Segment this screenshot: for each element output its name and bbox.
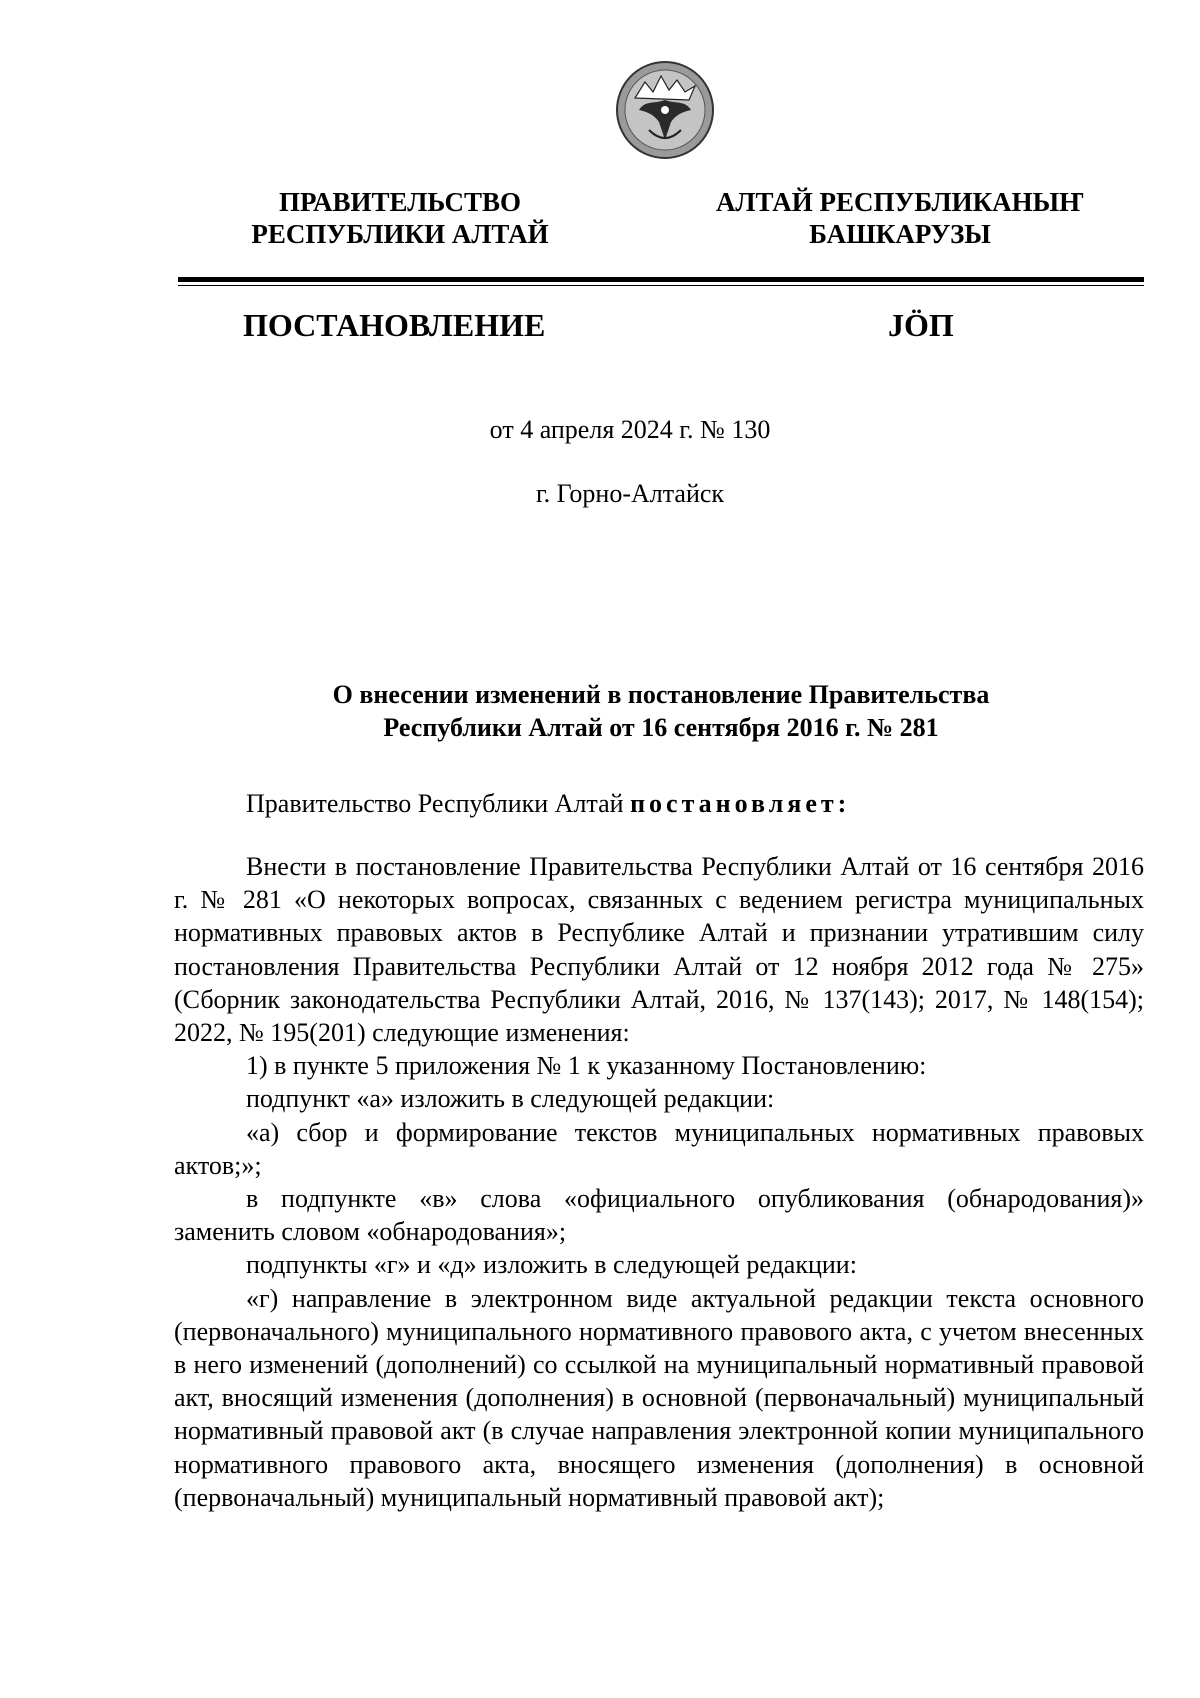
org-name-ru-line1: ПРАВИТЕЛЬСТВО [278, 187, 522, 217]
body-paragraph: «а) сбор и формирование текстов муниципальных нормативных правовых актов;»; [174, 1117, 1144, 1180]
body-paragraph: подпункты «г» и «д» изложить в следующей редакции: [246, 1250, 857, 1280]
document-title-line2: Республики Алтай от 16 сентября 2016 г. № 281 [383, 713, 939, 742]
decree-lead: Правительство Республики Алтай [246, 789, 631, 818]
doc-type-altai: JÖП [888, 307, 954, 343]
org-name-alt-line1: АЛТАЙ РЕСПУБЛИКАНЫҤ [715, 187, 1085, 217]
document-title-line1: О внесении изменений в постановление Правительства [332, 680, 990, 709]
body-paragraph: 1) в пункте 5 приложения № 1 к указанному Постановлению: [246, 1051, 927, 1081]
header-divider-thin [178, 285, 1144, 286]
body-paragraph: «г) направление в электронном виде актуальной редакции текста основного (первоначального) муниципального нормативного правового акта, с учетом внесенных в него изменений (дополнений) со ссылкой на муниципальный нормативный правовой акт, вносящий изменения (дополнения) в основной (первоначальный) муниципальный нормативный правовой акт (в случае направления электронной копии муниципального нормативного правового акта, вносящего изменения (дополнения) в основной (первоначальный) муниципальный нормативный правовой акт); [174, 1283, 1144, 1512]
document-body [174, 850, 1144, 1514]
body-paragraph: в подпункте «в» слова «официального опубликования (обнародования)» заменить словом «обнародования»; [174, 1184, 1144, 1247]
body-paragraph: подпункт «а» изложить в следующей редакции: [246, 1084, 775, 1114]
header-divider-thick [178, 277, 1144, 282]
body-paragraph: Внести в постановление Правительства Республики Алтай от 16 сентября 2016 г. № 281 «О некоторых вопросах, связанных с ведением регистра муниципальных нормативных правовых актов в Республике Алтай и признании утратившим силу постановления Правительства Республики Алтай от 12 ноября 2012 года № 275» (Сборник законодательства Республики Алтай, 2016, № 137(143); 2017, № 148(154); 2022, № 195(201) следующие изменения: [174, 852, 1144, 1048]
org-name-alt-line2: БАШКАРУЗЫ [809, 219, 991, 249]
document-city: г. Горно-Алтайск [535, 479, 725, 508]
org-name-altai [700, 186, 1100, 250]
coat-of-arms-icon [615, 60, 715, 160]
decree-statement [246, 788, 850, 820]
document-date-number: от 4 апреля 2024 г. № 130 [489, 415, 771, 444]
org-name-russian [210, 186, 590, 250]
doc-type-russian: ПОСТАНОВЛЕНИЕ [243, 307, 546, 343]
document-title [178, 678, 1144, 744]
decree-verb: постановляет: [630, 789, 851, 818]
org-name-ru-line2: РЕСПУБЛИКИ АЛТАЙ [251, 219, 549, 249]
